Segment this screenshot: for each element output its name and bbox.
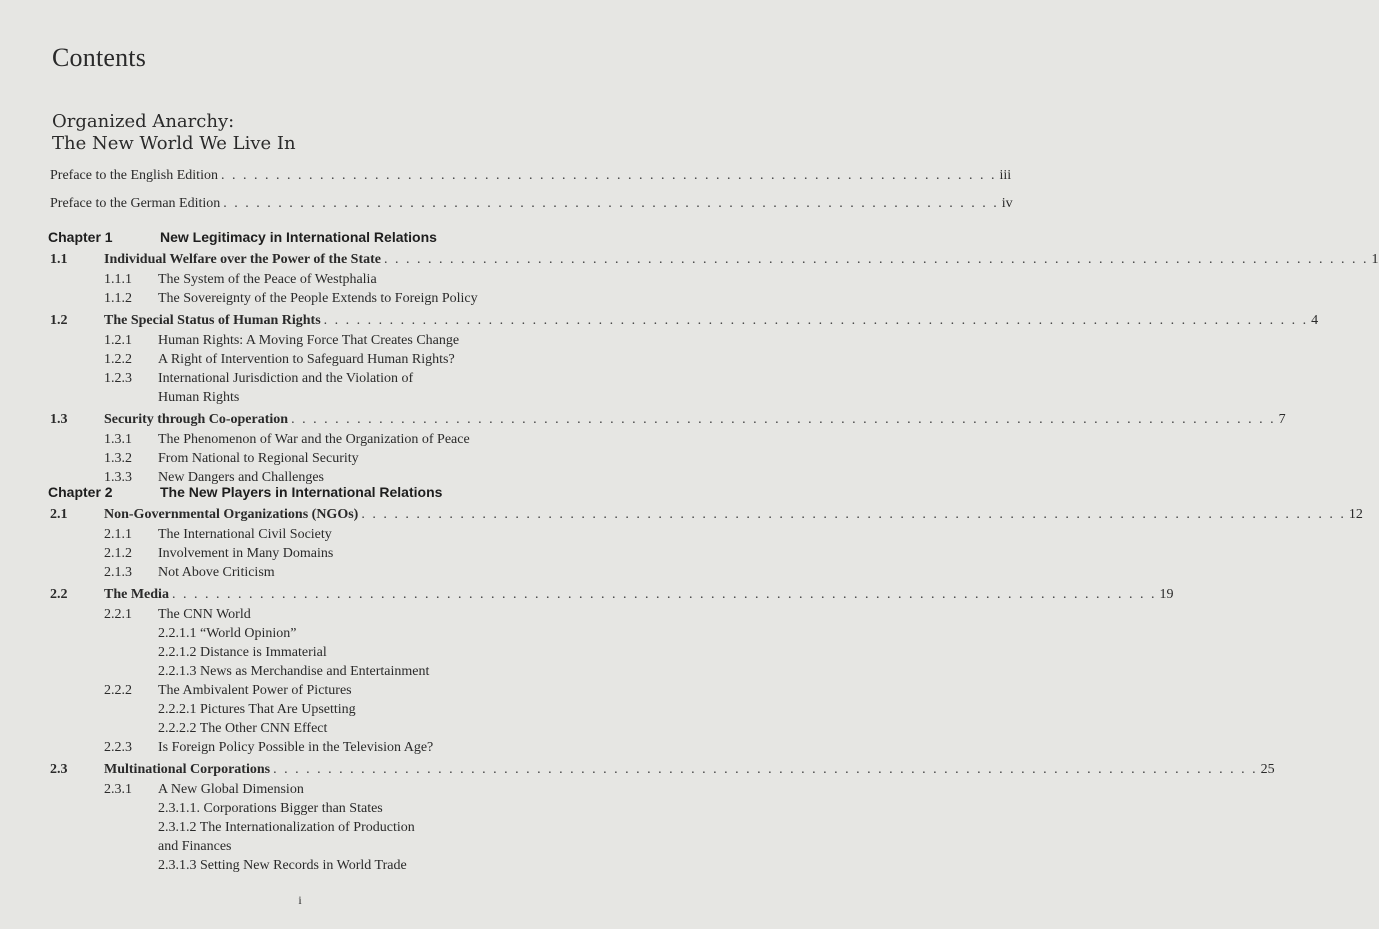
page-folio: i (298, 893, 302, 907)
section-title: Individual Welfare over the Power of the State (104, 252, 381, 267)
section-title: The Media (104, 587, 169, 602)
preface-german-entry (48, 194, 1013, 213)
page-number: iv (1001, 196, 1013, 211)
subsection-entry (48, 430, 538, 449)
section-number: 1.2 (50, 313, 68, 328)
subsection-number: 1.3.3 (104, 470, 132, 485)
sub-subsection-entry (48, 643, 538, 662)
section-number: 1.3 (50, 412, 68, 427)
page-number: 7 (1278, 412, 1286, 427)
subsection-title: Not Above Criticism (158, 565, 275, 580)
sub-subsection-entry (48, 837, 538, 856)
subsection-entry (48, 563, 538, 582)
section-number: 1.1 (50, 252, 68, 267)
subsection-entry (48, 544, 538, 563)
subsection-entry (48, 681, 538, 700)
page-number: 12 (1348, 507, 1363, 522)
dot-leader: . . . . . . . . . . . . . . . . . . . . . . . . . . . . . . . . . . . . . . . . . . . . . . . . . . . . . . . . . . . . . . . . . . . . . . . . . . . . . . . . . . . . . . . . . . (323, 313, 1309, 328)
subsection-number: 1.3.1 (104, 432, 132, 447)
section-entry (48, 585, 1174, 604)
sub-subsection-title: 2.2.1.1 “World Opinion” (158, 626, 297, 641)
page-number: 1 (1371, 252, 1379, 267)
sub-subsection-title: 2.2.2.1 Pictures That Are Upsetting (158, 702, 356, 717)
subsection-entry (48, 780, 538, 799)
subsection-title: The Ambivalent Power of Pictures (158, 683, 352, 698)
subsection-number: 2.1.1 (104, 527, 132, 542)
sub-subsection-entry (48, 818, 538, 837)
subsection-title: The Sovereignty of the People Extends to Foreign Policy (158, 291, 478, 306)
section-number: 2.2 (50, 587, 68, 602)
sub-subsection-entry (48, 624, 538, 643)
subsection-title: The Phenomenon of War and the Organization of Peace (158, 432, 470, 447)
sub-subsection-title: 2.2.1.3 News as Merchandise and Entertainment (158, 664, 430, 679)
page-number: 25 (1260, 762, 1275, 777)
subsection-title: International Jurisdiction and the Violation of (158, 371, 414, 386)
subsection-title: Involvement in Many Domains (158, 546, 334, 561)
chapter-heading (48, 228, 538, 247)
section-title: Security through Co-operation (104, 412, 289, 427)
sub-subsection-entry (48, 799, 538, 818)
section-entry (48, 760, 1275, 779)
subsection-entry (48, 369, 538, 388)
chapter-title: New Legitimacy in International Relations (160, 229, 437, 245)
subsection-entry (48, 738, 538, 757)
subsection-number: 1.1.1 (104, 272, 132, 287)
sub-subsection-entry (48, 700, 538, 719)
page-number: 19 (1159, 587, 1174, 602)
subsection-title: New Dangers and Challenges (158, 470, 325, 485)
section-number: 2.3 (50, 762, 68, 777)
preface-title: Preface to the English Edition (50, 168, 218, 183)
subsection-number: 1.3.2 (104, 451, 132, 466)
subsection-number: 1.2.2 (104, 352, 132, 367)
subsection-entry (48, 289, 538, 308)
chapter-label: Chapter 1 (48, 229, 113, 245)
page-title: Contents (52, 43, 147, 72)
dot-leader: . . . . . . . . . . . . . . . . . . . . . . . . . . . . . . . . . . . . . . . . . . . . . . . . . . . . . . . . . . . . . . . . . . . . . . . (223, 196, 999, 211)
page-number: iii (999, 168, 1012, 183)
subsection-title-continuation (48, 388, 538, 407)
page-number: 4 (1311, 313, 1319, 328)
section-title: Multinational Corporations (104, 762, 271, 777)
subsection-number: 1.2.1 (104, 333, 132, 348)
sub-subsection-entry (48, 856, 538, 875)
subsection-title: Human Rights: A Moving Force That Creates Change (158, 333, 460, 348)
subsection-number: 2.2.3 (104, 740, 132, 755)
subsection-entry (48, 525, 538, 544)
subsection-title-cont: Human Rights (158, 390, 240, 405)
chapter-label: Chapter 2 (48, 484, 113, 500)
dot-leader: . . . . . . . . . . . . . . . . . . . . . . . . . . . . . . . . . . . . . . . . . . . . . . . . . . . . . . . . . . . . . . . . . . . . . . . . . . . . . . . . . . . . . . . . . . (361, 507, 1346, 522)
sub-subsection-title: 2.2.2.2 The Other CNN Effect (158, 721, 328, 736)
section-entry (48, 311, 1319, 330)
subsection-entry (48, 605, 538, 624)
dot-leader: . . . . . . . . . . . . . . . . . . . . . . . . . . . . . . . . . . . . . . . . . . . . . . . . . . . . . . . . . . . . . . . . . . . . . . . . . . . . . . . . . . . . . . . . . . (273, 762, 1258, 777)
section-title: Non-Governmental Organizations (NGOs) (104, 507, 359, 522)
section-entry (48, 505, 1363, 524)
book-part-title-line2: The New World We Live In (52, 133, 296, 154)
subsection-number: 2.1.2 (104, 546, 132, 561)
sub-subsection-title: 2.3.1.3 Setting New Records in World Trade (158, 858, 407, 873)
dot-leader: . . . . . . . . . . . . . . . . . . . . . . . . . . . . . . . . . . . . . . . . . . . . . . . . . . . . . . . . . . . . . . . . . . . . . . . (220, 168, 997, 183)
section-number: 2.1 (50, 507, 68, 522)
section-entry (48, 410, 1286, 429)
preface-english-entry (48, 166, 1012, 185)
sub-subsection-entry (48, 662, 538, 681)
subsection-entry (48, 270, 538, 289)
subsection-entry (48, 331, 538, 350)
sub-subsection-title: 2.2.1.2 Distance is Immaterial (158, 645, 327, 660)
chapter-title: The New Players in International Relations (160, 484, 443, 500)
dot-leader: . . . . . . . . . . . . . . . . . . . . . . . . . . . . . . . . . . . . . . . . . . . . . . . . . . . . . . . . . . . . . . . . . . . . . . . . . . . . . . . . . . . . . . . . . . (384, 252, 1369, 267)
section-title: The Special Status of Human Rights (104, 313, 321, 328)
subsection-number: 2.2.1 (104, 607, 132, 622)
dot-leader: . . . . . . . . . . . . . . . . . . . . . . . . . . . . . . . . . . . . . . . . . . . . . . . . . . . . . . . . . . . . . . . . . . . . . . . . . . . . . . . . . . . . . . . . . . (291, 412, 1276, 427)
section-entry (48, 250, 1379, 269)
subsection-entry (48, 350, 538, 369)
book-part-title-line1: Organized Anarchy: (52, 111, 235, 132)
subsection-title: A Right of Intervention to Safeguard Human Rights? (158, 352, 455, 367)
subsection-number: 2.2.2 (104, 683, 132, 698)
subsection-number: 1.1.2 (104, 291, 132, 306)
subsection-title: From National to Regional Security (158, 451, 359, 466)
subsection-title: The International Civil Society (158, 527, 332, 542)
sub-subsection-title: and Finances (158, 839, 232, 854)
sub-subsection-entry (48, 719, 538, 738)
sub-subsection-title: 2.3.1.1. Corporations Bigger than States (158, 801, 383, 816)
subsection-title: Is Foreign Policy Possible in the Television Age? (158, 740, 434, 755)
chapter-heading (48, 483, 538, 502)
subsection-entry (48, 449, 538, 468)
subsection-number: 2.1.3 (104, 565, 132, 580)
sub-subsection-title: 2.3.1.2 The Internationalization of Production (158, 820, 415, 835)
preface-title: Preface to the German Edition (50, 196, 221, 211)
subsection-title: The CNN World (158, 607, 251, 622)
dot-leader: . . . . . . . . . . . . . . . . . . . . . . . . . . . . . . . . . . . . . . . . . . . . . . . . . . . . . . . . . . . . . . . . . . . . . . . . . . . . . . . . . . . . . . . . . . (171, 587, 1157, 602)
subsection-number: 1.2.3 (104, 371, 132, 386)
subsection-number: 2.3.1 (104, 782, 132, 797)
subsection-title: The System of the Peace of Westphalia (158, 272, 377, 287)
subsection-title: A New Global Dimension (158, 782, 304, 797)
